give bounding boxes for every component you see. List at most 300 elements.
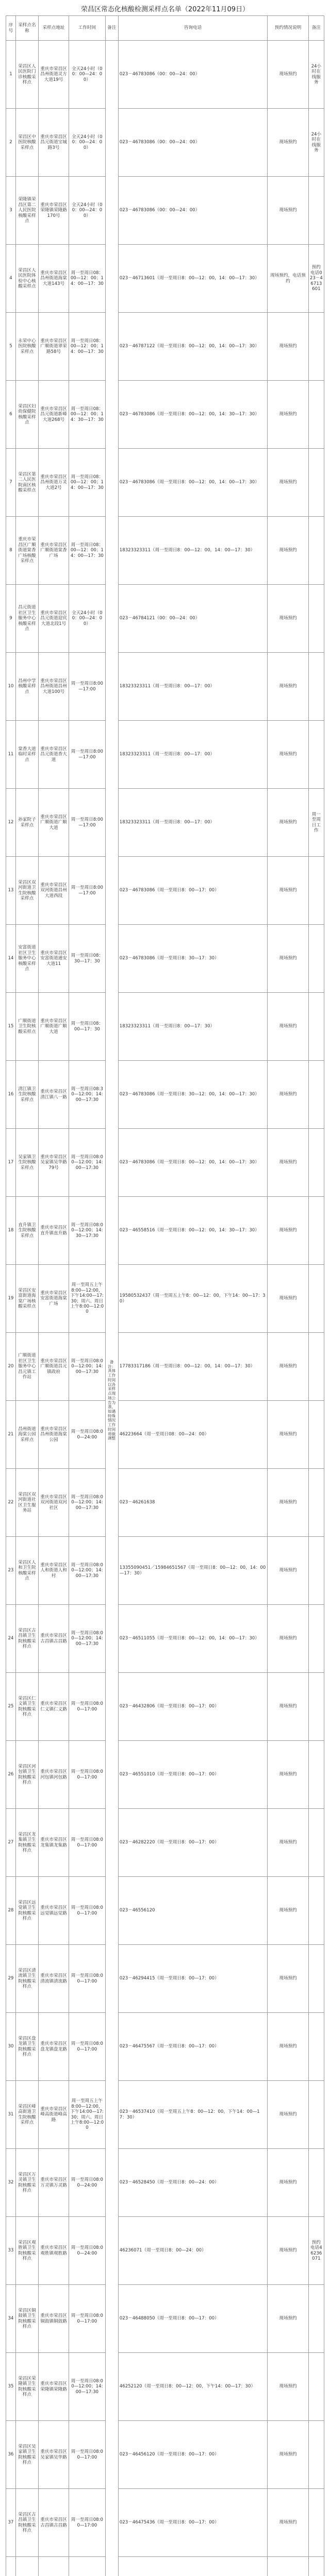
contact-phone: 023－46537410（周一至周五上午8：00—12：00，下午14：00—17：30） (118, 2081, 268, 2149)
table-row (6, 1537, 324, 1605)
work-time: 周一至周日08:00—12:00；14:00—17:30 (69, 1469, 106, 1537)
row-remark (308, 1333, 324, 1401)
appointment-info: 现场预约 (268, 2353, 308, 2421)
contact-phone: 023－46783086（周一至周日8：00—12：00，14：00—17：30） (118, 449, 268, 517)
site-name: 昌州街道海棠公园采样点 (15, 1401, 38, 1469)
row-remark (308, 1061, 324, 1129)
row-number: 32 (6, 2149, 16, 2217)
contact-phone: 023－46456120（周一至周日8：00—17：00） (118, 2421, 268, 2489)
site-name: 荣昌区人和卫生院核酸采样点 (15, 1537, 38, 1605)
contact-phone: 13355090451／15984651567（周一至周日8：00—12：00，14：00—17：30） (118, 1537, 268, 1605)
site-address: 重庆市荣昌区河包镇河包路 (38, 1741, 69, 1809)
site-name: 昌州中学核酸采样点 (15, 653, 38, 721)
appointment-info: 现场预约 (268, 1673, 308, 1741)
site-address: 重庆市荣昌区昌元街道迎宾大道北段1号 (38, 585, 69, 653)
site-name: 安富街道社区卫生服务中心核酸采样点 (15, 925, 38, 993)
contact-phone: 023－46556120 (118, 1877, 268, 1945)
row-remark: 周一至周日工作 (308, 789, 324, 857)
row-remark (308, 313, 324, 381)
site-address: 重庆市荣昌区广顺街道广顺大道 (38, 993, 69, 1061)
appointment-info: 现场预约 (268, 1945, 308, 2013)
document-title: 荣昌区常态化核酸检测采样点名单（2022年11月09日） (80, 6, 250, 13)
row-number: 5 (6, 313, 16, 381)
work-time: 周一至周日08:00—24:00 (69, 2149, 106, 2217)
site-name: 荣昌区第二人民医院南区核酸采样点 (15, 449, 38, 517)
table-row (6, 1469, 324, 1537)
row-number: 8 (6, 517, 16, 585)
table-row (6, 1945, 324, 2013)
site-name: 荣昌区清流镇卫生院核酸采样点 (15, 1945, 38, 2013)
site-name: 吴家镇卫生院核酸采样点 (15, 1129, 38, 1197)
site-address: 重庆市荣昌区人和街道人和村 (38, 1537, 69, 1605)
site-address: 重庆市荣昌区广顺街道广顺大道 (38, 789, 69, 857)
table-row (6, 1333, 324, 1401)
site-name: 昌元街道社区卫生服务中心核酸采样点 (15, 585, 38, 653)
site-name: 荣昌区观胜镇卫生院核酸采样点 (15, 2217, 38, 2285)
site-name: 荣昌区古昌镇卫生院核酸采样点 (15, 1605, 38, 1673)
site-address: 重庆市荣昌区古昌镇古昌路 (38, 2489, 69, 2557)
site-address: 重庆市荣昌区广顺街道昌元镇政府 (38, 1333, 69, 1401)
row-remark (308, 2081, 324, 2149)
row-number: 18 (6, 1197, 16, 1265)
contact-phone: 023－46511055（周一至周日8：00—12：00，14：00—17：30） (118, 1605, 268, 1673)
site-name: 棠香大道临时采样点 (15, 721, 38, 789)
work-time: 周一至周日08:00—17:00 (69, 2421, 106, 2489)
site-address: 重庆市荣昌区铜鼓镇铜鼓路 (38, 2285, 69, 2353)
site-address: 重庆市荣昌区远觉镇远觉路 (38, 1877, 69, 1945)
row-number: 15 (6, 993, 16, 1061)
row-remark (308, 585, 324, 653)
contact-phone: 023－46475436（周一至周日8：00—17：00） (118, 2489, 268, 2557)
site-address: 重庆市荣昌区安富街道通安大道11 (38, 925, 69, 993)
contact-phone: 023－46488050（周一至周日8：00—17：00） (118, 2285, 268, 2353)
contact-phone: 023－46783086（周一至周日8：00—12：00，14：30—17：30） (118, 381, 268, 449)
row-number: 16 (6, 1061, 16, 1129)
table-row (6, 2489, 324, 2557)
table-row (6, 1129, 324, 1197)
work-time: 周一至周日08:00—12:00；14:30—17:30 (69, 1197, 106, 1265)
work-time: 周一至周日08：00—12：00；14：30—17：30 (69, 381, 106, 449)
site-name: 荣昌区双河街道卫生院核酸采样点 (15, 857, 38, 925)
table-body (6, 41, 324, 2576)
table-row (6, 2217, 324, 2285)
row-number: 31 (6, 2081, 16, 2149)
row-remark (308, 2557, 324, 2576)
work-time: 周一至周五上午8:00—12:00，下午14:00—17:30；周六、周日上午8:00—12:00 (69, 1265, 106, 1333)
row-number: 11 (6, 721, 16, 789)
contact-phone: 023－46294415（周一至周日8：00—17：00） (118, 1945, 268, 2013)
appointment-info: 现场预约 (268, 2285, 308, 2353)
table-row (6, 1877, 324, 1945)
appointment-info: 现场预约 (268, 1877, 308, 1945)
work-time: 周一至周日08：00—12：00；14：00—17：30 (69, 313, 106, 381)
work-time: 周一至周日08:00—17:00 (69, 2285, 106, 2353)
appointment-info: 现场预约 (268, 1265, 308, 1333)
row-number: 25 (6, 1673, 16, 1741)
work-time: 全天24小时（00：00—24：00） (69, 109, 106, 177)
site-name: 广顺街道社区卫生服务中心昌元镇工作站 (15, 1333, 38, 1401)
appointment-info: 现场预约 (268, 449, 308, 517)
contact-phone: 023－46551010（周一至周日8：00—17：00） (118, 1741, 268, 1809)
work-time: 周一至周日8:00—17:00 (69, 857, 106, 925)
row-number: 24 (6, 1605, 16, 1673)
table-row (6, 449, 324, 517)
table-row (6, 313, 324, 381)
site-address: 重庆市荣昌区直升镇直升路 (38, 1197, 69, 1265)
work-time: 全天24小时（00：00—24：00） (69, 177, 106, 245)
row-number: 10 (6, 653, 16, 721)
appointment-info: 现场预约 (268, 41, 308, 109)
contact-phone: 18323323311（周一至周日8：00—12：00，14：00—17：30） (118, 517, 268, 585)
site-address: 重庆市荣昌区荣隆镇荣隆路170号 (38, 177, 69, 245)
site-address: 重庆市荣昌区观胜镇观胜路 (38, 2217, 69, 2285)
work-time: 周一至周日08：00—12：00；14：00—17：30 (69, 449, 106, 517)
site-name: 荣昌区妇幼保健院核酸采样点 (15, 381, 38, 449)
site-address: 重庆市荣昌区昌州街道灵方大道19号 (38, 41, 69, 109)
header-phone: 咨询电话 (118, 16, 268, 41)
appointment-info (268, 2557, 308, 2576)
vertical-note: 备注：具体工作时间以各采样点现场公告为准，如遇特殊情况工作时间将做调整 (105, 41, 118, 2576)
row-number: 36 (6, 2421, 16, 2489)
work-time: 周一至周五上午8:00—12:00，下午14:00—17:30；周六、周日上午8:00—12:00 (69, 2081, 106, 2149)
table-row (6, 1809, 324, 1877)
contact-phone: 023－46475567（周一至周日8：00—17：00） (118, 2013, 268, 2081)
site-name: 荣昌区河包镇卫生院核酸采样点 (15, 1741, 38, 1809)
work-time: 周一至周日08:00—24:00 (69, 1401, 106, 1469)
contact-phone: 023－46783086（00：00—24：00） (118, 109, 268, 177)
work-time: 周一至周日08:00—12:00；14:00—17:30 (69, 2353, 106, 2421)
row-remark (308, 721, 324, 789)
site-address: 重庆市荣昌区双河街道昌州大道西段 (38, 857, 69, 925)
header-address: 采样点地址 (38, 16, 69, 41)
table-row (6, 245, 324, 313)
contact-phone: 023－46282220（周一至周日8：00—17：00） (118, 1809, 268, 1877)
site-name: 荣昌区人民医院体检中心核酸采样点 (15, 245, 38, 313)
appointment-info: 现场预约 (268, 313, 308, 381)
site-name: 荣昌区人民医院门诊核酸采样点 (15, 41, 38, 109)
work-time: 周一至周日08:30—12:00；14:00—17:30 (69, 1061, 106, 1129)
site-name: 荣昌区仁义镇卫生院核酸采样点 (15, 1673, 38, 1741)
contact-phone: 023－46783086（周一至周日8：00—17：00） (118, 857, 268, 925)
row-remark: 24小时在线服务 (308, 109, 324, 177)
row-number: 9 (6, 585, 16, 653)
table-row (6, 993, 324, 1061)
appointment-info: 现场预约 (268, 1197, 308, 1265)
site-address: 重庆市荣昌区龙集镇龙集路 (38, 1809, 69, 1877)
work-time: 周一至周日08：30—17：30 (69, 925, 106, 993)
work-time: 周一至周日08:00—17:00 (69, 2013, 106, 2081)
row-number (6, 2557, 16, 2576)
site-address: 重庆市荣昌区昌州街道海棠大道143号 (38, 245, 69, 313)
work-time: 周一至周日08：00—12：00；14：00—17：30 (69, 517, 106, 585)
row-number: 37 (6, 2489, 16, 2557)
table-row (6, 41, 324, 109)
row-number: 27 (6, 1809, 16, 1877)
table-row (6, 2285, 324, 2353)
site-address: 重庆市荣昌区荣隆镇荣隆路 (38, 2353, 69, 2421)
site-name: 荣昌区中医院核酸采样点 (15, 109, 38, 177)
row-remark (308, 1469, 324, 1537)
appointment-info: 现场预约 (268, 993, 308, 1061)
row-remark: 预约电话023－46713601 (308, 245, 324, 313)
work-time: 周一至周日08:00—17:00 (69, 1741, 106, 1809)
row-remark (308, 1877, 324, 1945)
row-number: 3 (6, 177, 16, 245)
site-name (15, 2557, 38, 2576)
row-number: 30 (6, 2013, 16, 2081)
table-row (6, 381, 324, 449)
site-address (38, 2557, 69, 2576)
appointment-info: 现场预约 (268, 1469, 308, 1537)
contact-phone: 023－46261638 (118, 1469, 268, 1537)
site-name: 荣隆镇荣昌区第二人民医院核酸采样点 (15, 177, 38, 245)
site-address: 重庆市荣昌区昌元街道宝城路3号 (38, 109, 69, 177)
appointment-info: 现场预约 (268, 2421, 308, 2489)
row-remark (308, 653, 324, 721)
work-time: 周一至周日08:00—17:00 (69, 1809, 106, 1877)
contact-phone: 023－46432806（周一至周日8：00—17：00） (118, 1673, 268, 1741)
site-address: 重庆市荣昌区清江镇八一路 (38, 1061, 69, 1129)
appointment-info: 现场预约 (268, 2489, 308, 2557)
table-row (6, 2081, 324, 2149)
row-remark (308, 925, 324, 993)
row-number: 34 (6, 2285, 16, 2353)
appointment-info: 现场预约 (268, 857, 308, 925)
row-number: 23 (6, 1537, 16, 1605)
table-row (6, 925, 324, 993)
contact-phone: 19580532437（周一至周五上午8：00—12：00，下午14：00—17：30） (118, 1265, 268, 1333)
site-address: 重庆市荣昌区广顺街道翠荣路58号 (38, 313, 69, 381)
row-remark (308, 1197, 324, 1265)
work-time: 周一至周日08:00—17:00 (69, 1877, 106, 1945)
contact-phone: 18323323311（周一至周日8：00—17：00） (118, 721, 268, 789)
contact-phone: 46236071（周一至周日8：00—24：00） (118, 2217, 268, 2285)
site-name: 荣昌区荣隆镇卫生院核酸采样点 (15, 2353, 38, 2421)
contact-phone (118, 2557, 268, 2576)
contact-phone: 023－46783086（00：00—24：00） (118, 177, 268, 245)
work-time: 周一至周日08:00—12:00；14:00—17:30 (69, 1129, 106, 1197)
sampling-site-table (6, 15, 324, 2576)
row-number: 6 (6, 381, 16, 449)
header-remark: 备注 (308, 16, 324, 41)
site-address: 重庆市荣昌区昌州街道昌州大道100号 (38, 653, 69, 721)
appointment-info: 现场预约 (268, 721, 308, 789)
table-row (6, 1197, 324, 1265)
site-address: 重庆市荣昌区峰高街道峰高路 (38, 2081, 69, 2149)
site-name: 永荣中心医院核酸采样点 (15, 313, 38, 381)
site-name: 荣昌区古昌镇卫生院核酸采样点 (15, 2489, 38, 2557)
table-row (6, 857, 324, 925)
appointment-info: 现场预约 (268, 1537, 308, 1605)
table-row (6, 2149, 324, 2217)
work-time: 周一至周日08：00—17：30 (69, 993, 106, 1061)
site-address: 重庆市荣昌区盘龙镇盘龙路 (38, 2013, 69, 2081)
row-number: 12 (6, 789, 16, 857)
table-row (6, 1265, 324, 1333)
header-appointment: 预约情况说明 (268, 16, 308, 41)
table-row (6, 1673, 324, 1741)
row-remark: 24小时在线服务 (308, 41, 324, 109)
site-address: 重庆市荣昌区昌元街道新峰大道268号 (38, 381, 69, 449)
row-number: 28 (6, 1877, 16, 1945)
row-remark (308, 1401, 324, 1469)
contact-phone: 18323323311（周一至周日8：00—17：00） (118, 789, 268, 857)
site-address: 重庆市荣昌区万灵镇万灵路 (38, 2149, 69, 2217)
row-remark (308, 1809, 324, 1877)
site-address: 重庆市荣昌区双河街道双河社区 (38, 1469, 69, 1537)
appointment-info: 现场预约 (268, 2013, 308, 2081)
site-address: 重庆市荣昌区广顺街道棠香广场 (38, 517, 69, 585)
row-number: 19 (6, 1265, 16, 1333)
appointment-info: 现场预约 (268, 177, 308, 245)
work-time: 周一至周日08:00—17:00 (69, 1673, 106, 1741)
row-number: 22 (6, 1469, 16, 1537)
work-time: 周一至周日08:00—12:00；14:00—17:30 (69, 1333, 106, 1401)
contact-phone: 18323323311（周一至周日8：00—17：30） (118, 993, 268, 1061)
row-number: 2 (6, 109, 16, 177)
header-note: 备注 (105, 16, 118, 41)
row-remark (308, 177, 324, 245)
row-remark (308, 2489, 324, 2557)
header-time: 工作时间 (69, 16, 106, 41)
site-name: 重庆市荣昌区广顺街道棠香广场核酸采样点 (15, 517, 38, 585)
appointment-info: 现场预约 (268, 2149, 308, 2217)
contact-phone: 023－46783086（00：00—24：00） (118, 41, 268, 109)
row-remark (308, 2285, 324, 2353)
row-remark (308, 2421, 324, 2489)
table-row (6, 177, 324, 245)
appointment-info: 现场预约 (268, 653, 308, 721)
contact-phone: 46223664（周一至周日08：00—24：00） (118, 1401, 268, 1469)
row-number: 20 (6, 1333, 16, 1401)
work-time: 周一至周日08：00—12：00；14：00—17：30 (69, 245, 106, 313)
row-number: 29 (6, 1945, 16, 2013)
row-remark (308, 857, 324, 925)
row-remark (308, 1265, 324, 1333)
site-name: 荣昌区双河街道社区卫生服务站 (15, 1469, 38, 1537)
site-address: 重庆市荣昌区仁义镇仁义路 (38, 1673, 69, 1741)
row-remark (308, 993, 324, 1061)
appointment-info: 现场预约 (268, 517, 308, 585)
site-name: 荣昌区铜鼓镇卫生院核酸采样点 (15, 2285, 38, 2353)
row-remark (308, 1537, 324, 1605)
table-row (6, 2353, 324, 2421)
contact-phone: 023－46528450（周一至周日8：00—24：00） (118, 2149, 268, 2217)
site-address: 重庆市荣昌区昌州街道万灵大道2号 (38, 449, 69, 517)
appointment-info: 现场预约 (268, 109, 308, 177)
appointment-info: 现场预约 (268, 2081, 308, 2149)
table-row (6, 653, 324, 721)
row-number: 7 (6, 449, 16, 517)
site-name: 荣昌区龙集镇卫生院核酸采样点 (15, 1809, 38, 1877)
work-time (69, 2557, 106, 2576)
site-name: 荣昌区峰高街道卫生院核酸采样点 (15, 2081, 38, 2149)
row-number: 4 (6, 245, 16, 313)
row-remark (308, 449, 324, 517)
site-name: 直升镇卫生院核酸采样点 (15, 1197, 38, 1265)
row-number: 14 (6, 925, 16, 993)
row-number: 26 (6, 1741, 16, 1809)
work-time: 周一至周日08:00—12:00；14:00—17:30 (69, 1537, 106, 1605)
appointment-info: 现场预约，电话预约 (268, 245, 308, 313)
table-row (6, 1605, 324, 1673)
table-header-row (6, 16, 324, 41)
site-address: 重庆市荣昌区吴家镇吴华路79号 (38, 1129, 69, 1197)
row-remark (308, 1673, 324, 1741)
contact-phone: 023－46787122（周一至周日8：00—12：00，14：00—17：30） (118, 313, 268, 381)
row-number: 35 (6, 2353, 16, 2421)
contact-phone: 17783317186（周一至周日8：00—12：00，14：00—17：30） (118, 1333, 268, 1401)
table-row (6, 517, 324, 585)
appointment-info: 现场预约 (268, 585, 308, 653)
row-number: 13 (6, 857, 16, 925)
site-name: 孙家院子采样点 (15, 789, 38, 857)
contact-phone: 023－46558516（周一至周日8：00—12：00，14：30—17：30） (118, 1197, 268, 1265)
site-name: 清江镇卫生院核酸采样点 (15, 1061, 38, 1129)
site-name: 广顺街道卫生院核酸采样点 (15, 993, 38, 1061)
appointment-info: 现场预约 (268, 789, 308, 857)
site-name: 荣昌区远觉镇卫生院核酸采样点 (15, 1877, 38, 1945)
appointment-info: 现场预约 (268, 1129, 308, 1197)
table-row (6, 1401, 324, 1469)
site-address: 重庆市荣昌区安富街道海棠广场 (38, 1265, 69, 1333)
contact-phone: 023－46783086（周一至周日8：30—12：00，14：00—17：30） (118, 1061, 268, 1129)
table-row (6, 2421, 324, 2489)
site-address: 重庆市荣昌区昌元街道香大道 (38, 721, 69, 789)
work-time: 周一至周日08:00—17:00 (69, 1945, 106, 2013)
contact-phone: 023－46713601（周一至周日8：00—12：00，14：00—17：30） (118, 245, 268, 313)
row-number: 33 (6, 2217, 16, 2285)
work-time: 周一至周日8:00—17:00 (69, 721, 106, 789)
row-number: 1 (6, 41, 16, 109)
row-number: 17 (6, 1129, 16, 1197)
row-remark (308, 1741, 324, 1809)
row-remark (308, 1945, 324, 2013)
site-address: 重庆市荣昌区清流镇清流路 (38, 1945, 69, 2013)
appointment-info: 现场预约 (268, 381, 308, 449)
table-row (6, 585, 324, 653)
contact-phone: 023－46784121（00：00—24：00） (118, 585, 268, 653)
table-row (6, 2013, 324, 2081)
appointment-info: 现场预约 (268, 1061, 308, 1129)
row-remark: 预约电话46236071 (308, 2217, 324, 2285)
contact-phone: 46252120（周一至周日8：00—12：00，下午14：00—17：30） (118, 2353, 268, 2421)
work-time: 周一至周日8:00—17:00 (69, 653, 106, 721)
site-name: 荣昌区盘龙镇卫生院核酸采样点 (15, 2013, 38, 2081)
contact-phone: 18323323311（周一至周日8：00—17：00） (118, 653, 268, 721)
appointment-info: 现场预约 (268, 1809, 308, 1877)
appointment-info: 现场预约 (268, 1605, 308, 1673)
site-address: 重庆市荣昌区吴家镇吴华路 (38, 2421, 69, 2489)
appointment-info: 现场预约 (268, 925, 308, 993)
site-name: 荣昌区吴家镇卫生院核酸采样点 (15, 2421, 38, 2489)
appointment-info: 现场预约 (268, 1401, 308, 1469)
row-remark (308, 1129, 324, 1197)
table-row (6, 721, 324, 789)
site-address: 重庆市荣昌区昌州街道海棠公园 (38, 1401, 69, 1469)
site-address: 重庆市荣昌区古昌镇古昌路 (38, 1605, 69, 1673)
appointment-info: 现场预约 (268, 1741, 308, 1809)
work-time: 全天24小时（00：00—24：00） (69, 585, 106, 653)
site-name: 荣昌区安富街道海棠广场核酸采样点 (15, 1265, 38, 1333)
row-remark (308, 2013, 324, 2081)
appointment-info: 现场预约 (268, 2217, 308, 2285)
row-remark (308, 517, 324, 585)
table-row (6, 1741, 324, 1809)
contact-phone: 023－46783086（周一至周日8：00—12：00，14：00—17：30） (118, 1129, 268, 1197)
row-number: 21 (6, 1401, 16, 1469)
header-name: 采样点名称 (15, 16, 38, 41)
